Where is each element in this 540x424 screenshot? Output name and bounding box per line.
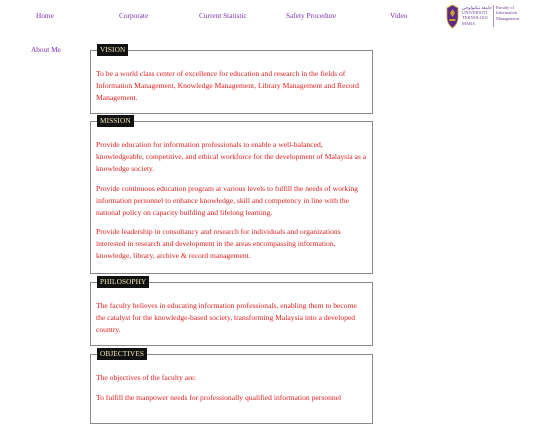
mission-title: MISSION: [97, 115, 134, 127]
university-name-line: TEKNOLOGI: [462, 15, 488, 21]
faculty-name-line: Information: [496, 10, 517, 16]
faculty-logo[interactable]: [446, 3, 526, 31]
university-crest-icon: [446, 4, 459, 30]
university-name-line: MARA: [462, 20, 476, 26]
vision-text: To be a world class center of excellence for education and research in the fields of Information Management, Knowledge Management, Library Management and Record Management.: [96, 69, 359, 102]
faculty-name-line: Faculty of: [496, 5, 514, 10]
sidebar-about-me-link[interactable]: About Me: [31, 45, 61, 54]
vision-section: [90, 45, 373, 114]
logo-divider: [493, 5, 494, 27]
philosophy-text: The faculty believes in educating information professionals, enabling them to become the catalyst for the knowledge-based society, transforming Malaysia into a developed country.: [96, 301, 357, 334]
nav-home-link[interactable]: Home: [36, 11, 54, 20]
mission-section: [90, 116, 373, 274]
university-name: [462, 5, 492, 26]
objectives-intro-text: The objectives of the faculty are:: [96, 373, 197, 382]
nav-safety-procedure-link[interactable]: Safety Procedure: [286, 11, 337, 20]
mission-text-3: Provide leadership in consultancy and research for individuals and organizations interested in research and development in the areas encompassing information, knowledge, library, archive & record management.: [96, 227, 341, 260]
philosophy-section: [90, 277, 373, 346]
mission-text-1: Provide education for information professionals to enable a well-balanced, knowledgeable, competitive, and ethical workforce for the development of Malaysia as a knowledge society.: [96, 140, 367, 173]
university-name-line: UNIVERSITI: [462, 10, 488, 16]
nav-video-link[interactable]: Video: [390, 11, 408, 20]
mission-text-2: Provide continuous education program at various levels to fulfill the needs of working information personnel to enhance knowledge, skill and competency in line with the national policy on capacity building and lifelong learning.: [96, 184, 358, 217]
nav-corporate-link[interactable]: Corporate: [119, 11, 149, 20]
university-script-text: جامعة تيكنولوجي: [462, 5, 492, 10]
philosophy-title: PHILOSOPHY: [97, 276, 149, 288]
faculty-name: [496, 5, 519, 21]
faculty-name-line: Management: [496, 15, 519, 21]
objectives-item-text: To fulfill the manpower needs for professionally qualified information personnel: [96, 393, 342, 402]
vision-title: VISION: [97, 44, 128, 56]
nav-current-statistic-link[interactable]: Current Statistic: [199, 11, 247, 20]
objectives-title: OBJECTIVES: [97, 348, 147, 360]
objectives-section: [90, 349, 373, 424]
